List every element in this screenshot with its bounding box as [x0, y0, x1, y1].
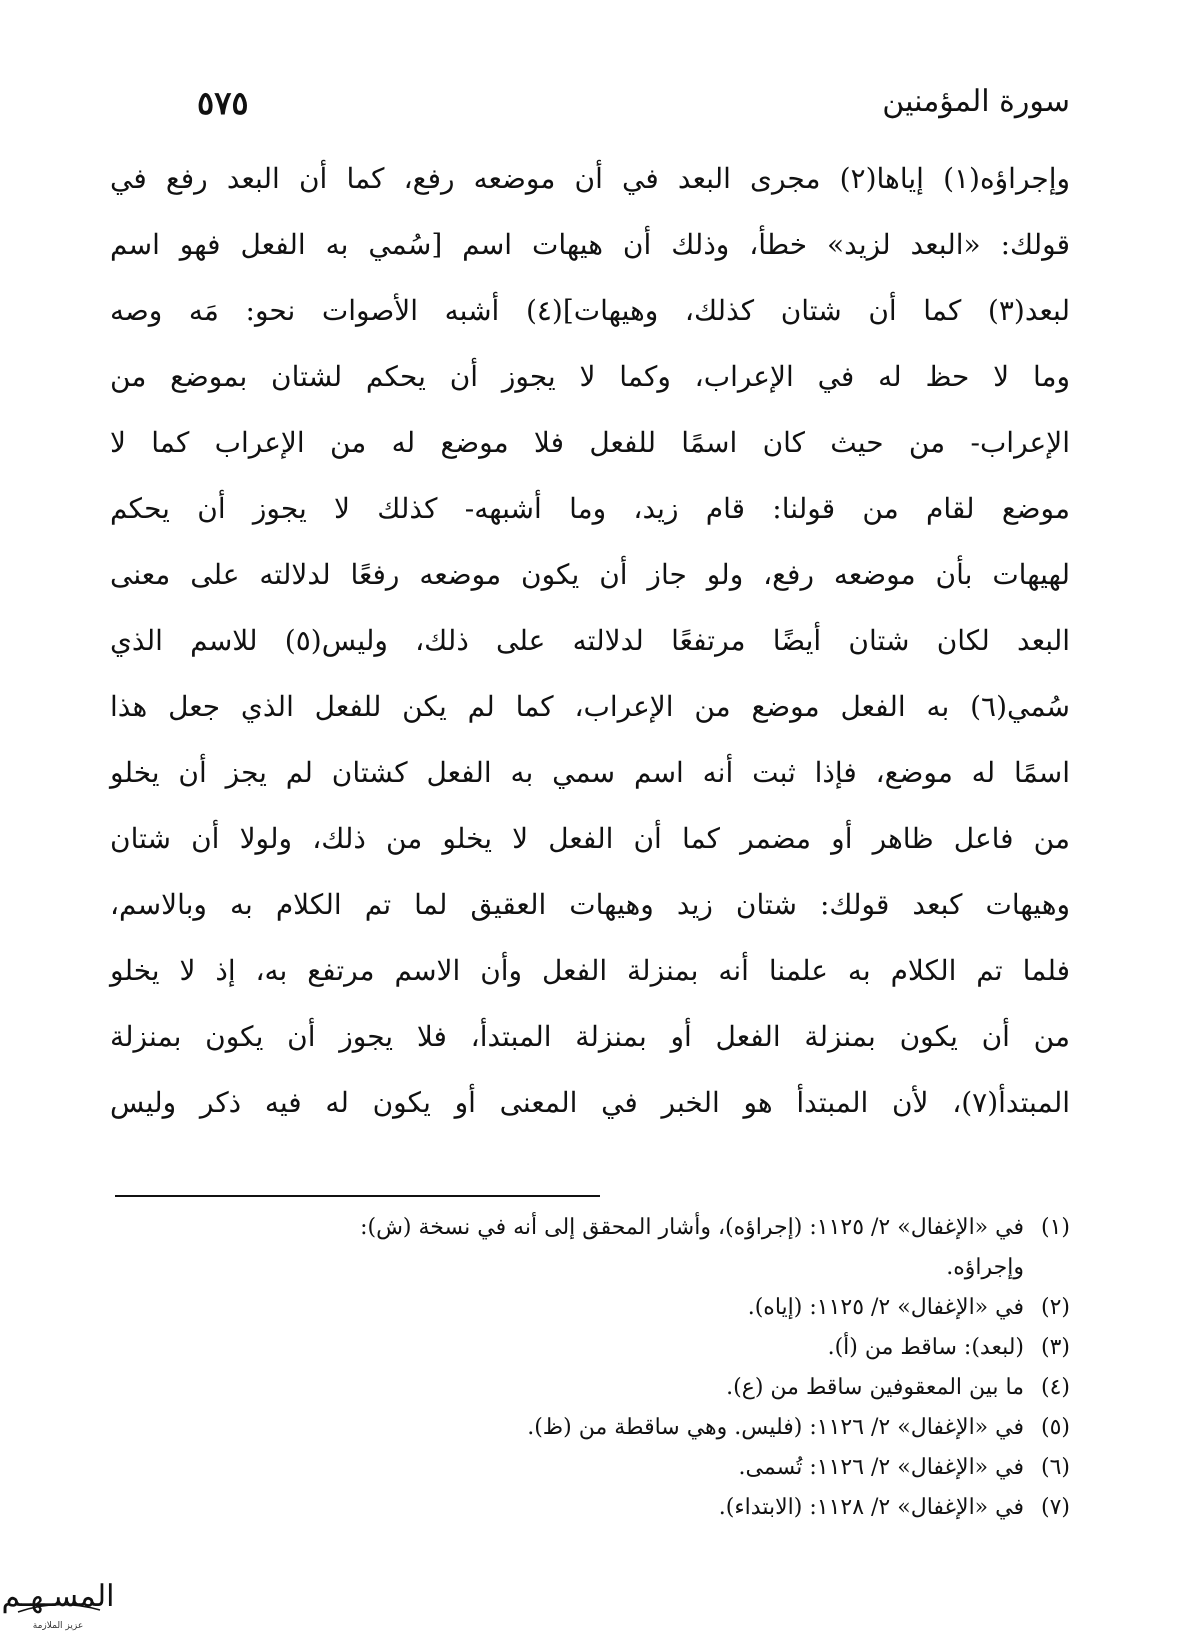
- page-number: ٥٧٥: [197, 84, 249, 122]
- footnote-text: (لبعد): ساقط من (أ).: [827, 1335, 1024, 1360]
- text-line: من أن يكون بمنزلة الفعل أو بمنزلة المبتدأ، فلا يجوز أن يكون بمنزلة: [110, 1020, 1070, 1053]
- footnote-number: (٦): [1040, 1455, 1070, 1480]
- text-line: الإعراب- من حيث كان اسمًا للفعل فلا موضع له من الإعراب كما لا: [110, 426, 1070, 459]
- footnote: [110, 1488, 1070, 1528]
- text-line: لبعد(٣) كما أن شتان كذلك، وهيهات](٤) أشبه الأصوات نحو: مَه وصه: [110, 294, 1070, 327]
- footnote-text: في «الإغفال» ٢/ ١١٢٨: (الابتداء).: [718, 1495, 1024, 1520]
- main-text: [110, 146, 1070, 1136]
- footnote-number: (٥): [1040, 1415, 1070, 1440]
- footnote-text: ما بين المعقوفين ساقط من (ع).: [726, 1375, 1024, 1400]
- footnote-text: في «الإغفال» ٢/ ١١٢٥: (إجراؤه)، وأشار المحقق إلى أنه في نسخة (ش):: [360, 1215, 1024, 1240]
- footnote-number: (٣): [1040, 1335, 1070, 1360]
- footnote-number: (٤): [1040, 1375, 1070, 1400]
- footnotes: [110, 1208, 1070, 1528]
- logo-subtitle: عزيز الملازمة: [32, 1621, 84, 1631]
- footnote: [110, 1448, 1070, 1488]
- footnote-number: (٢): [1040, 1295, 1070, 1320]
- footnote: [110, 1328, 1070, 1368]
- footnote-text: في «الإغفال» ٢/ ١١٢٦: (فليس. وهي ساقطة من (ظ).: [527, 1415, 1024, 1440]
- footnote-divider: [115, 1195, 600, 1197]
- text-line: وإجراؤه(١) إياها(٢) مجرى البعد في أن موضعه رفع، كما أن البعد رفع في: [110, 162, 1070, 195]
- running-title: سورة المؤمنين: [882, 84, 1070, 119]
- footnote-text: وإجراؤه.: [946, 1255, 1024, 1280]
- text-line: المبتدأ(٧)، لأن المبتدأ هو الخبر في المعنى أو يكون له فيه ذكر وليس: [110, 1086, 1070, 1119]
- text-line: اسمًا له موضع، فإذا ثبت أنه اسم سمي به الفعل كشتان لم يجز أن يخلو: [110, 756, 1070, 789]
- logo-mark: المسـهـم: [1, 1579, 115, 1614]
- text-line: من فاعل ظاهر أو مضمر كما أن الفعل لا يخلو من ذلك، ولولا أن شتان: [110, 822, 1070, 855]
- text-line: لهيهات بأن موضعه رفع، ولو جاز أن يكون موضعه رفعًا لدلالته على معنى: [110, 558, 1070, 591]
- text-line: موضع لقام من قولنا: قام زيد، وما أشبهه- كذلك لا يجوز أن يحكم: [110, 492, 1070, 525]
- footnote: [110, 1288, 1070, 1328]
- footnote-number: (١): [1040, 1215, 1070, 1240]
- text-line: وهيهات كبعد قولك: شتان زيد وهيهات العقيق لما تم الكلام به وبالاسم،: [110, 888, 1070, 921]
- publisher-logo: [1, 1568, 115, 1638]
- text-line: فلما تم الكلام به علمنا أنه بمنزلة الفعل وأن الاسم مرتفع به، إذ لا يخلو: [110, 954, 1070, 987]
- text-line: البعد لكان شتان أيضًا مرتفعًا لدلالته على ذلك، وليس(٥) للاسم الذي: [110, 624, 1071, 657]
- footnote-continuation: [110, 1248, 1070, 1288]
- text-line: سُمي(٦) به الفعل موضع من الإعراب، كما لم يكن للفعل الذي جعل هذا: [110, 690, 1070, 723]
- text-line: قولك: «البعد لزيد» خطأ، وذلك أن هيهات اسم [سُمي به الفعل فهو اسم: [110, 228, 1070, 261]
- footnote: [110, 1368, 1070, 1408]
- footnote: [110, 1208, 1070, 1248]
- footnote-number: [1024, 1248, 1070, 1288]
- footnote-text: في «الإغفال» ٢/ ١١٢٥: (إياه).: [747, 1295, 1024, 1320]
- footnote-text: في «الإغفال» ٢/ ١١٢٦: تُسمى.: [738, 1455, 1024, 1480]
- footnote-number: (٧): [1040, 1495, 1070, 1520]
- footnote: [110, 1408, 1070, 1448]
- text-line: وما لا حظ له في الإعراب، وكما لا يجوز أن يحكم لشتان بموضع من: [110, 360, 1070, 393]
